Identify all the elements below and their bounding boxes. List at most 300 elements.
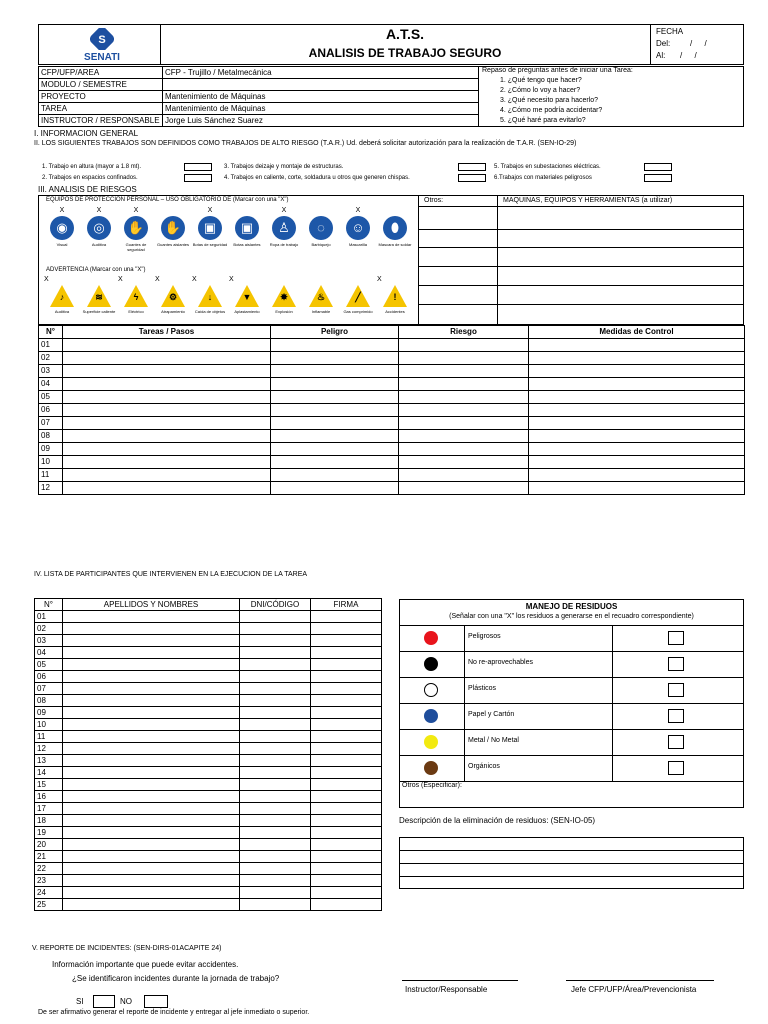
residuo-checkbox[interactable]: [668, 657, 684, 671]
riesgo-cell[interactable]: [399, 378, 529, 391]
participant-row: [35, 779, 382, 791]
tarea-cell[interactable]: [63, 456, 271, 469]
info-value: Mantenimiento de Máquinas: [163, 103, 479, 115]
firma-cell[interactable]: [311, 779, 382, 791]
warning-mark: [303, 276, 339, 285]
ppe-item[interactable]: [377, 207, 413, 247]
peligro-cell[interactable]: [271, 391, 399, 404]
ppe-label: Mascara de soldar: [378, 242, 412, 247]
row-number: 23: [35, 875, 63, 887]
residuo-color-dot: [424, 657, 438, 671]
riesgo-cell[interactable]: [399, 456, 529, 469]
row-number: 02: [35, 623, 63, 635]
peligro-cell[interactable]: [271, 469, 399, 482]
dni-cell[interactable]: [240, 743, 311, 755]
section-2-title: II. LOS SIGUIENTES TRABAJOS SON DEFINIDOS COMO TRABAJOS DE ALTO RIESGO (T.A.R.) Ud. deberá solicitar autorización para la realización de T.A.R. (SEN-IO-29): [34, 140, 577, 147]
participants-header: DNI/CÓDIGO: [240, 599, 311, 611]
residuo-label: Plásticos: [468, 685, 497, 692]
dni-cell[interactable]: [240, 659, 311, 671]
ppe-label: Guantes de seguridad: [125, 242, 147, 252]
row-number: 12: [39, 482, 63, 495]
page-subtitle: ANALISIS DE TRABAJO SEGURO: [308, 46, 502, 60]
nombre-cell[interactable]: [63, 863, 240, 875]
dni-cell[interactable]: [240, 707, 311, 719]
signature-line-2: [566, 980, 714, 981]
firma-cell[interactable]: [311, 839, 382, 851]
warning-item[interactable]: [377, 276, 413, 314]
warning-mark: [340, 276, 376, 285]
row-number: 10: [35, 719, 63, 731]
dni-cell[interactable]: [240, 647, 311, 659]
tar-item: 6.Trabajos con materiales peligrosos: [494, 175, 592, 181]
warning-label: Atrapamiento: [161, 309, 185, 314]
firma-cell[interactable]: [311, 743, 382, 755]
firma-cell[interactable]: [311, 791, 382, 803]
row-number: 07: [35, 683, 63, 695]
insulated-gloves-icon: ✋: [161, 216, 185, 240]
ppe-mark: X: [207, 207, 213, 214]
row-number: 09: [39, 443, 63, 456]
dni-cell[interactable]: [240, 779, 311, 791]
dni-cell[interactable]: [240, 731, 311, 743]
tar-checkbox-3[interactable]: [458, 163, 486, 171]
firma-cell[interactable]: [311, 707, 382, 719]
participants-header: APELLIDOS Y NOMBRES: [63, 599, 240, 611]
nombre-cell[interactable]: [63, 671, 240, 683]
firma-cell[interactable]: [311, 755, 382, 767]
riesgo-cell[interactable]: [399, 469, 529, 482]
risk-row: [39, 404, 745, 417]
peligro-cell[interactable]: [271, 430, 399, 443]
firma-cell[interactable]: [311, 875, 382, 887]
info-table: [38, 66, 479, 127]
riesgo-cell[interactable]: [399, 352, 529, 365]
nombre-cell[interactable]: [63, 827, 240, 839]
no-checkbox[interactable]: [144, 995, 168, 1008]
dni-cell[interactable]: [240, 803, 311, 815]
tarea-cell[interactable]: [63, 365, 271, 378]
ppe-mark: [229, 207, 265, 216]
nombre-cell[interactable]: [63, 767, 240, 779]
tar-checkbox-4[interactable]: [458, 174, 486, 182]
ppe-title: EQUIPOS DE PROTECCION PERSONAL – USO OBLIGATORIO DE (Marcar con una "X"): [46, 197, 289, 203]
ppe-mark: X: [59, 207, 65, 214]
warning-mark: X: [229, 276, 234, 283]
warning-mark: X: [44, 276, 49, 283]
nombre-cell[interactable]: [63, 731, 240, 743]
tarea-cell[interactable]: [63, 378, 271, 391]
risk-header: Peligro: [271, 326, 399, 339]
dni-cell[interactable]: [240, 791, 311, 803]
crush-warning-icon: ▼: [235, 285, 259, 307]
dni-cell[interactable]: [240, 899, 311, 911]
firma-cell[interactable]: [311, 863, 382, 875]
row-number: 06: [39, 404, 63, 417]
senati-logo: [82, 28, 122, 55]
tarea-cell[interactable]: [63, 482, 271, 495]
dni-cell[interactable]: [240, 683, 311, 695]
participant-row: [35, 815, 382, 827]
riesgo-cell[interactable]: [399, 430, 529, 443]
tar-checkbox-1[interactable]: [184, 163, 212, 171]
row-number: 05: [35, 659, 63, 671]
row-number: 07: [39, 417, 63, 430]
firma-cell[interactable]: [311, 671, 382, 683]
ppe-mark: [303, 207, 339, 216]
tarea-cell[interactable]: [63, 430, 271, 443]
row-number: 09: [35, 707, 63, 719]
ppe-label: Botas aislantes: [233, 242, 261, 247]
nombre-cell[interactable]: [63, 875, 240, 887]
ppe-mark: X: [281, 207, 287, 214]
row-number: 03: [35, 635, 63, 647]
ppe-label: Auditiva: [91, 242, 107, 247]
ppe-item[interactable]: [118, 207, 154, 252]
residuo-checkbox[interactable]: [668, 761, 684, 775]
section-1-title: I. INFORMACION GENERAL: [34, 129, 139, 138]
row-number: 16: [35, 791, 63, 803]
nombre-cell[interactable]: [63, 851, 240, 863]
tarea-cell[interactable]: [63, 417, 271, 430]
warning-item[interactable]: [118, 276, 154, 314]
general-warning-icon: !: [383, 285, 407, 307]
tarea-cell[interactable]: [63, 443, 271, 456]
info-label: MODULO / SEMESTRE: [39, 79, 163, 91]
firma-cell[interactable]: [311, 719, 382, 731]
peligro-cell[interactable]: [271, 456, 399, 469]
dni-cell[interactable]: [240, 827, 311, 839]
dni-cell[interactable]: [240, 671, 311, 683]
ppe-item[interactable]: [44, 207, 80, 247]
peligro-cell[interactable]: [271, 482, 399, 495]
participant-row: [35, 647, 382, 659]
nombre-cell[interactable]: [63, 815, 240, 827]
firma-cell[interactable]: [311, 695, 382, 707]
row-number: 11: [39, 469, 63, 482]
participant-row: [35, 863, 382, 875]
incidentes-line1: Información importante que puede evitar accidentes.: [52, 960, 239, 969]
nombre-cell[interactable]: [63, 695, 240, 707]
info-label: TAREA: [39, 103, 163, 115]
maquinas-label: MAQUINAS, EQUIPOS Y HERRAMIENTAS (a utilizar): [503, 197, 673, 204]
row-number: 15: [35, 779, 63, 791]
ppe-label: Mascarilla: [348, 242, 367, 247]
row-number: 11: [35, 731, 63, 743]
dni-cell[interactable]: [240, 719, 311, 731]
residuos-otros: Otros (Especificar):: [402, 782, 462, 789]
participant-row: [35, 611, 382, 623]
ppe-label: Ropa de trabajo: [269, 242, 299, 247]
firma-cell[interactable]: [311, 683, 382, 695]
dni-cell[interactable]: [240, 887, 311, 899]
residuo-color-dot: [424, 761, 438, 775]
dni-cell[interactable]: [240, 767, 311, 779]
firma-cell[interactable]: [311, 767, 382, 779]
ppe-item[interactable]: [155, 207, 191, 247]
ppe-item[interactable]: [303, 207, 339, 247]
medidas-cell[interactable]: [529, 352, 745, 365]
residuo-checkbox[interactable]: [668, 631, 684, 645]
peligro-cell[interactable]: [271, 404, 399, 417]
row-number: 25: [35, 899, 63, 911]
firma-cell[interactable]: [311, 647, 382, 659]
nombre-cell[interactable]: [63, 635, 240, 647]
risk-row: [39, 430, 745, 443]
warning-mark: X: [192, 276, 197, 283]
medidas-cell[interactable]: [529, 339, 745, 352]
info-value: CFP - Trujillo / Metalmecánica: [163, 67, 479, 79]
participant-row: [35, 827, 382, 839]
dni-cell[interactable]: [240, 875, 311, 887]
warning-item[interactable]: [155, 276, 191, 314]
nombre-cell[interactable]: [63, 755, 240, 767]
warning-label: Caída de objetos: [194, 309, 226, 314]
si-checkbox[interactable]: [93, 995, 115, 1008]
tarea-cell[interactable]: [63, 339, 271, 352]
riesgo-cell[interactable]: [399, 443, 529, 456]
warning-item[interactable]: [303, 276, 339, 314]
flammable-warning-icon: ♨: [309, 285, 333, 307]
medidas-cell[interactable]: [529, 482, 745, 495]
row-number: 22: [35, 863, 63, 875]
tar-checkbox-2[interactable]: [184, 174, 212, 182]
firma-cell[interactable]: [311, 659, 382, 671]
firma-cell[interactable]: [311, 623, 382, 635]
medidas-cell[interactable]: [529, 430, 745, 443]
svg-text:S: S: [98, 34, 106, 46]
participant-row: [35, 659, 382, 671]
row-number: 05: [39, 391, 63, 404]
residuo-color-dot: [424, 735, 438, 749]
medidas-cell[interactable]: [529, 365, 745, 378]
riesgo-cell[interactable]: [399, 339, 529, 352]
ppe-item[interactable]: [266, 207, 302, 247]
riesgo-cell[interactable]: [399, 391, 529, 404]
tar-item: 2. Trabajos en espacios confinados.: [42, 175, 138, 181]
medidas-cell[interactable]: [529, 469, 745, 482]
ppe-item[interactable]: [192, 207, 228, 247]
row-number: 12: [35, 743, 63, 755]
nombre-cell[interactable]: [63, 887, 240, 899]
no-label: NO: [120, 997, 132, 1006]
warning-item[interactable]: [266, 276, 302, 314]
risk-row: [39, 391, 745, 404]
ppe-mark: X: [96, 207, 102, 214]
info-label: PROYECTO: [39, 91, 163, 103]
firma-cell[interactable]: [311, 887, 382, 899]
participant-row: [35, 839, 382, 851]
dni-cell[interactable]: [240, 839, 311, 851]
riesgo-cell[interactable]: [399, 417, 529, 430]
incidentes-line2: ¿Se identificaron incidentes durante la jornada de trabajo?: [72, 974, 280, 983]
peligro-cell[interactable]: [271, 352, 399, 365]
nombre-cell[interactable]: [63, 719, 240, 731]
page-title: A.T.S.: [385, 26, 425, 42]
row-number: 01: [35, 611, 63, 623]
dni-cell[interactable]: [240, 863, 311, 875]
chin-strap-icon: ◌: [309, 216, 333, 240]
incidentes-footer: De ser afirmativo generar el reporte de incidente y entregar al jefe inmediato o superior.: [38, 1009, 310, 1016]
welding-mask-icon: ⬮: [383, 216, 407, 240]
repaso-title: Repaso de preguntas antes de iniciar una Tarea:: [482, 67, 633, 74]
row-number: 04: [39, 378, 63, 391]
row-number: 02: [39, 352, 63, 365]
warning-item[interactable]: [340, 276, 376, 314]
noise-warning-icon: ♪: [50, 285, 74, 307]
peligro-cell[interactable]: [271, 443, 399, 456]
row-number: 06: [35, 671, 63, 683]
row-number: 01: [39, 339, 63, 352]
ppe-mark: X: [133, 207, 139, 214]
row-number: 14: [35, 767, 63, 779]
tar-checkbox-5[interactable]: [644, 163, 672, 171]
dni-cell[interactable]: [240, 635, 311, 647]
dni-cell[interactable]: [240, 815, 311, 827]
nombre-cell[interactable]: [63, 743, 240, 755]
firma-cell[interactable]: [311, 803, 382, 815]
nombre-cell[interactable]: [63, 707, 240, 719]
participant-row: [35, 767, 382, 779]
participant-row: [35, 671, 382, 683]
participant-row: [35, 755, 382, 767]
al-value: / /: [680, 51, 697, 60]
participant-row: [35, 875, 382, 887]
nombre-cell[interactable]: [63, 803, 240, 815]
residuo-label: Papel y Cartón: [468, 711, 515, 718]
participant-row: [35, 731, 382, 743]
electric-warning-icon: ϟ: [124, 285, 148, 307]
riesgo-cell[interactable]: [399, 482, 529, 495]
firma-cell[interactable]: [311, 815, 382, 827]
firma-cell[interactable]: [311, 635, 382, 647]
residuo-checkbox[interactable]: [668, 735, 684, 749]
ppe-item[interactable]: [81, 207, 117, 247]
residuo-checkbox[interactable]: [668, 683, 684, 697]
participant-row: [35, 803, 382, 815]
firma-cell[interactable]: [311, 827, 382, 839]
residuo-color-dot: [424, 683, 438, 697]
medidas-cell[interactable]: [529, 456, 745, 469]
nombre-cell[interactable]: [63, 791, 240, 803]
row-number: 20: [35, 839, 63, 851]
tarea-cell[interactable]: [63, 469, 271, 482]
row-number: 19: [35, 827, 63, 839]
dni-cell[interactable]: [240, 623, 311, 635]
tarea-cell[interactable]: [63, 352, 271, 365]
face-shield-icon: ◉: [50, 216, 74, 240]
warning-label: Accidentes: [385, 309, 405, 314]
info-value: Jorge Luis Sánchez Suarez: [163, 115, 479, 127]
risk-header: N°: [39, 326, 63, 339]
peligro-cell[interactable]: [271, 378, 399, 391]
tarea-cell[interactable]: [63, 404, 271, 417]
residuo-checkbox[interactable]: [668, 709, 684, 723]
row-number: 04: [35, 647, 63, 659]
nombre-cell[interactable]: [63, 683, 240, 695]
firma-cell[interactable]: [311, 731, 382, 743]
risk-header: Riesgo: [399, 326, 529, 339]
ppe-item[interactable]: [340, 207, 376, 247]
tar-checkbox-6[interactable]: [644, 174, 672, 182]
insulated-boots-icon: ▣: [235, 216, 259, 240]
info-value: [163, 79, 479, 91]
medidas-cell[interactable]: [529, 378, 745, 391]
nombre-cell[interactable]: [63, 647, 240, 659]
dni-cell[interactable]: [240, 851, 311, 863]
riesgo-cell[interactable]: [399, 404, 529, 417]
section-3-title: III. ANALISIS DE RIESGOS: [38, 185, 137, 194]
nombre-cell[interactable]: [63, 839, 240, 851]
nombre-cell[interactable]: [63, 659, 240, 671]
ppe-label: Barbiquejo: [311, 242, 331, 247]
firma-cell[interactable]: [311, 611, 382, 623]
warning-item[interactable]: [192, 276, 228, 314]
ppe-mark: X: [355, 207, 361, 214]
dni-cell[interactable]: [240, 611, 311, 623]
medidas-cell[interactable]: [529, 391, 745, 404]
medidas-cell[interactable]: [529, 443, 745, 456]
risk-table: [38, 325, 745, 495]
risk-row: [39, 456, 745, 469]
warning-label: Inflamable: [311, 309, 331, 314]
warning-mark: [81, 276, 117, 285]
section-4-title: IV. LISTA DE PARTICIPANTES QUE INTERVIENEN EN LA EJECUCION DE LA TAREA: [34, 571, 308, 578]
nombre-cell[interactable]: [63, 623, 240, 635]
residuos-descripcion: Descripción de la eliminación de residuos: (SEN-IO-05): [399, 816, 596, 825]
nombre-cell[interactable]: [63, 899, 240, 911]
peligro-cell[interactable]: [271, 339, 399, 352]
participant-row: [35, 851, 382, 863]
nombre-cell[interactable]: [63, 779, 240, 791]
row-number: 17: [35, 803, 63, 815]
participant-row: [35, 743, 382, 755]
medidas-cell[interactable]: [529, 404, 745, 417]
row-number: 13: [35, 755, 63, 767]
riesgo-cell[interactable]: [399, 365, 529, 378]
warning-mark: X: [155, 276, 160, 283]
warning-item[interactable]: [81, 276, 117, 314]
senati-logo-icon: [90, 28, 114, 50]
section-5-title: V. REPORTE DE INCIDENTES: (SEN-DIRS-01ACAPITE 24): [32, 945, 222, 952]
dni-cell[interactable]: [240, 695, 311, 707]
row-number: 21: [35, 851, 63, 863]
tar-item: 1. Trabajo en altura (mayor a 1.8 mt).: [42, 164, 142, 170]
tarea-cell[interactable]: [63, 391, 271, 404]
firma-cell[interactable]: [311, 899, 382, 911]
firma-cell[interactable]: [311, 851, 382, 863]
nombre-cell[interactable]: [63, 611, 240, 623]
participant-row: [35, 695, 382, 707]
falling-objects-warning-icon: ↓: [198, 285, 222, 307]
peligro-cell[interactable]: [271, 417, 399, 430]
risk-row: [39, 378, 745, 391]
row-number: 08: [39, 430, 63, 443]
warning-mark: X: [118, 276, 123, 283]
warning-mark: X: [377, 276, 382, 283]
repaso-item: 4. ¿Cómo me podría accidentar?: [500, 107, 603, 114]
risk-row: [39, 417, 745, 430]
warning-item[interactable]: [44, 276, 80, 314]
warning-mark: [266, 276, 302, 285]
warning-label: Superficie caliente: [82, 309, 116, 314]
participant-row: [35, 623, 382, 635]
warning-item[interactable]: [229, 276, 265, 314]
peligro-cell[interactable]: [271, 365, 399, 378]
warning-label: Eléctrico: [128, 309, 144, 314]
dni-cell[interactable]: [240, 755, 311, 767]
ppe-item[interactable]: [229, 207, 265, 247]
medidas-cell[interactable]: [529, 417, 745, 430]
